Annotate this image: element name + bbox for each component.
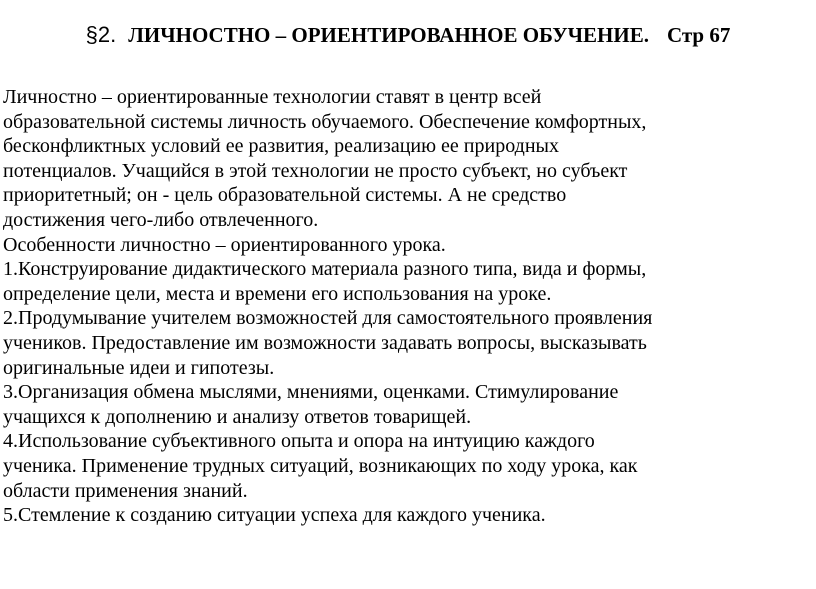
text-line: образовательной системы личность обучаемого. Обеспечение комфортных, bbox=[3, 110, 647, 133]
list-item-2-line: учеников. Предоставление им возможности задавать вопросы, высказывать bbox=[3, 331, 647, 354]
list-item-5-line: 5.Стемление к созданию ситуации успеха для каждого ученика. bbox=[3, 504, 546, 527]
list-item-4-line: области применения знаний. bbox=[3, 479, 248, 502]
list-item-2-line: оригинальные идеи и гипотезы. bbox=[3, 356, 275, 379]
subheading-line: Особенности личностно – ориентированного урока. bbox=[3, 233, 446, 256]
text-line: потенциалов. Учащийся в этой технологии не просто субъект, но субъект bbox=[3, 159, 628, 182]
list-item-1-line: определение цели, места и времени его использования на уроке. bbox=[3, 282, 552, 305]
page-title bbox=[0, 22, 816, 48]
list-item-3-line: 3.Организация обмена мыслями, мнениями, оценками. Стимулирование bbox=[3, 381, 619, 404]
body-text bbox=[3, 85, 813, 528]
list-item-1-line: 1.Конструирование дидактического материала разного типа, вида и формы, bbox=[3, 258, 647, 281]
text-line: Личностно – ориентированные технологии ставят в центр всей bbox=[3, 86, 542, 108]
section-number: §2. bbox=[85, 22, 117, 47]
title-heading: ЛИЧНОСТНО – ОРИЕНТИРОВАННОЕ ОБУЧЕНИЕ. bbox=[128, 23, 649, 47]
text-line: достижения чего-либо отвлеченного. bbox=[3, 208, 319, 231]
list-item-3-line: учащихся к дополнению и анализу ответов товарищей. bbox=[3, 405, 472, 428]
list-item-2-line: 2.Продумывание учителем возможностей для самостоятельного проявления bbox=[3, 307, 653, 330]
page-reference: Стр 67 bbox=[666, 23, 731, 47]
text-line: приоритетный; он - цель образовательной системы. А не средство bbox=[3, 184, 567, 207]
list-item-4-line: 4.Использование субъективного опыта и опора на интуицию каждого bbox=[3, 430, 595, 453]
list-item-4-line: ученика. Применение трудных ситуаций, возникающих по ходу урока, как bbox=[3, 454, 638, 477]
text-line: бесконфликтных условий ее развития, реализацию ее природных bbox=[3, 135, 559, 158]
